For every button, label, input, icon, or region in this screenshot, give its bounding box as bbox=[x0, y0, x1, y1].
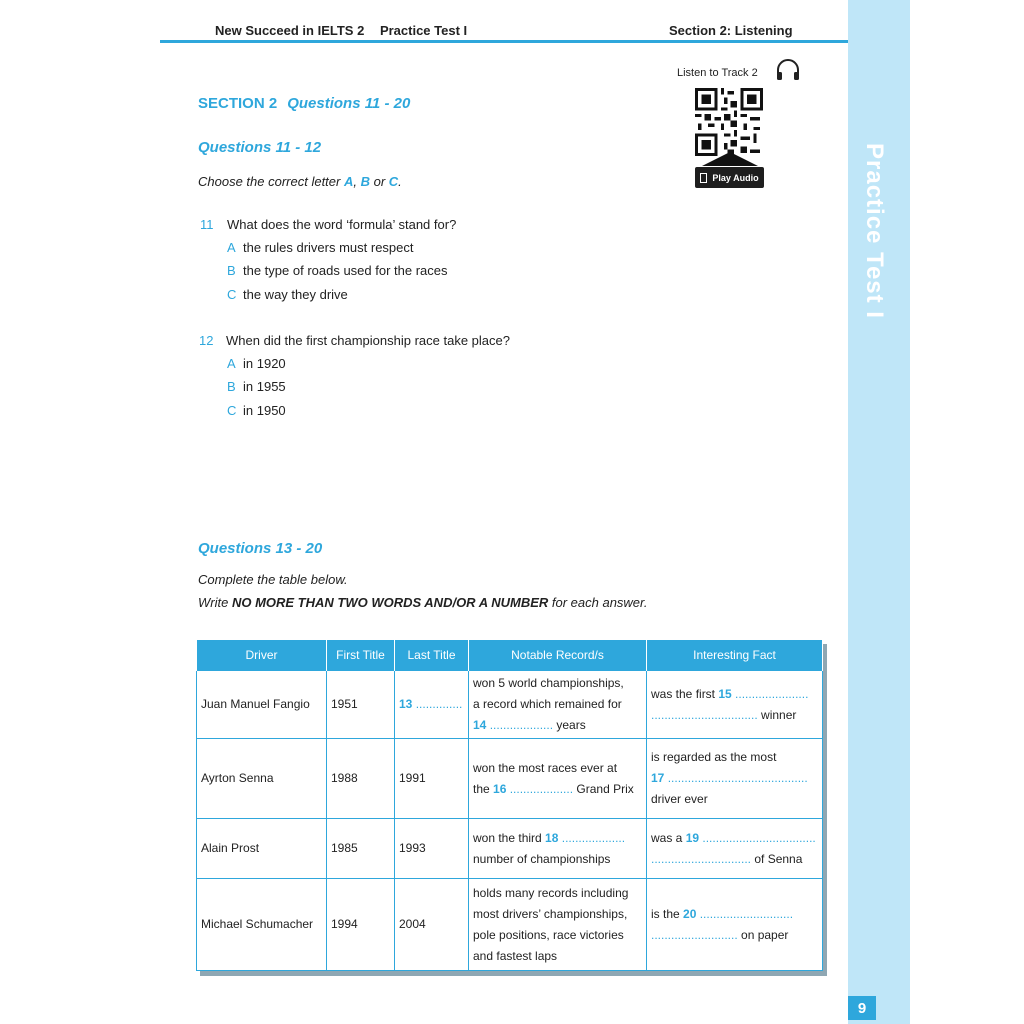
test-title: Practice Test I bbox=[379, 23, 468, 38]
fact-cell[interactable] bbox=[647, 879, 823, 971]
option-text: the rules drivers must respect bbox=[243, 240, 414, 255]
cell-text: the bbox=[473, 781, 494, 796]
phone-icon bbox=[700, 173, 707, 183]
answer-blank: ................... bbox=[486, 718, 554, 732]
instruction-bold: NO MORE THAN TWO WORDS AND/OR A NUMBER bbox=[231, 595, 549, 610]
record-cell bbox=[469, 879, 647, 971]
driver-cell: Alain Prost bbox=[197, 819, 327, 879]
letter-a: A bbox=[343, 174, 354, 189]
option-text: the type of roads used for the races bbox=[243, 263, 448, 278]
driver-cell: Ayrton Senna bbox=[197, 739, 327, 819]
cell-line bbox=[651, 925, 818, 946]
letter-c: C bbox=[388, 174, 399, 189]
option-letter: A bbox=[227, 356, 236, 371]
cell-line bbox=[473, 715, 642, 736]
answer-number: 20 bbox=[683, 906, 697, 921]
running-header bbox=[215, 23, 467, 38]
listen-label: Listen to Track 2 bbox=[677, 67, 758, 79]
cell-line bbox=[473, 779, 642, 800]
answer-number: 15 bbox=[718, 686, 732, 701]
option-letter: B bbox=[227, 263, 236, 278]
instruction-text: for each answer. bbox=[548, 595, 648, 610]
instruction-end: . bbox=[398, 174, 402, 189]
bottom-strip bbox=[876, 996, 910, 1020]
instruction-text: Choose the correct letter bbox=[198, 174, 344, 189]
section-title: Section 2: Listening bbox=[669, 23, 793, 38]
record-cell[interactable] bbox=[469, 671, 647, 739]
answer-number: 17 bbox=[651, 771, 665, 785]
letter-b: B bbox=[360, 174, 370, 189]
question-text: What does the word ‘formula’ stand for? bbox=[227, 217, 457, 232]
instruction-sep: , bbox=[353, 174, 361, 189]
cell-line bbox=[651, 904, 818, 925]
questions-13-20-heading: Questions 13 - 20 bbox=[198, 540, 323, 557]
first-title-cell: 1988 bbox=[327, 739, 395, 819]
cell-text: won the third bbox=[473, 830, 546, 845]
cell-line: driver ever bbox=[651, 792, 708, 806]
cell-text: winner bbox=[757, 707, 797, 722]
play-audio-button[interactable] bbox=[695, 167, 764, 188]
cell-text: of Senna bbox=[751, 851, 803, 866]
cell-text: years bbox=[553, 718, 586, 732]
play-audio-label: Play Audio bbox=[712, 172, 759, 183]
column-header: Last Title bbox=[395, 640, 469, 671]
column-header: Interesting Fact bbox=[647, 640, 823, 671]
cell-line bbox=[651, 768, 818, 789]
option-11-c[interactable] bbox=[227, 287, 348, 302]
option-letter: C bbox=[227, 287, 237, 302]
question-number: 11 bbox=[200, 217, 214, 232]
fact-cell[interactable] bbox=[647, 819, 823, 879]
question-12 bbox=[199, 333, 510, 348]
option-11-a[interactable] bbox=[227, 240, 414, 255]
answer-blank: ................... bbox=[506, 781, 574, 796]
cell-line: most drivers’ championships, bbox=[473, 906, 628, 921]
cell-line: number of championships bbox=[473, 851, 611, 866]
cell-line: holds many records including bbox=[473, 885, 629, 900]
book-title: New Succeed in IELTS 2 bbox=[215, 23, 365, 38]
option-letter: B bbox=[227, 379, 236, 394]
record-cell[interactable] bbox=[469, 739, 647, 819]
headphones-icon bbox=[775, 58, 801, 82]
qr-code-icon[interactable] bbox=[695, 88, 763, 156]
page-number: 9 bbox=[848, 996, 876, 1020]
cell-text: is the bbox=[651, 906, 684, 921]
instruction-sep: or bbox=[369, 174, 389, 189]
driver-cell: Juan Manuel Fangio bbox=[197, 671, 327, 739]
cell-line: and fastest laps bbox=[473, 948, 558, 963]
option-text: in 1955 bbox=[243, 379, 286, 394]
fact-cell[interactable] bbox=[647, 739, 823, 819]
answer-number: 18 bbox=[545, 830, 559, 845]
option-text: in 1950 bbox=[243, 403, 286, 418]
header-rule bbox=[160, 40, 848, 43]
cell-line: is regarded as the most bbox=[651, 750, 777, 764]
section-heading bbox=[198, 95, 410, 112]
question-11 bbox=[200, 217, 456, 232]
answer-blank: ................... bbox=[558, 830, 626, 845]
last-title-cell: 1991 bbox=[395, 739, 469, 819]
answer-blank: ...................... bbox=[731, 686, 809, 701]
answer-blank: ............................ bbox=[696, 906, 794, 921]
last-title-cell: 1993 bbox=[395, 819, 469, 879]
answer-blank: .............. bbox=[412, 697, 463, 711]
answer-blank: .................................. bbox=[699, 830, 816, 845]
last-title-cell[interactable] bbox=[395, 671, 469, 739]
cell-text: was the first bbox=[651, 686, 719, 701]
table-row bbox=[197, 739, 823, 819]
cell-line: won the most races ever at bbox=[473, 760, 618, 775]
cell-line bbox=[651, 849, 818, 870]
option-letter: C bbox=[227, 403, 237, 418]
instruction-text: Write bbox=[198, 595, 232, 610]
column-header: Notable Record/s bbox=[469, 640, 647, 671]
question-text: When did the first championship race take place? bbox=[226, 333, 510, 348]
option-12-b[interactable] bbox=[227, 379, 286, 394]
cell-line bbox=[473, 828, 642, 849]
record-cell[interactable] bbox=[469, 819, 647, 879]
fact-cell[interactable] bbox=[647, 671, 823, 739]
part2-instruction-2 bbox=[198, 595, 648, 610]
table-header-row bbox=[197, 640, 823, 671]
column-header: First Title bbox=[327, 640, 395, 671]
answer-blank: .......................................... bbox=[664, 771, 808, 785]
last-title-cell: 2004 bbox=[395, 879, 469, 971]
option-text: the way they drive bbox=[243, 287, 348, 302]
column-header: Driver bbox=[197, 640, 327, 671]
cell-line bbox=[651, 828, 818, 849]
answer-number: 13 bbox=[399, 697, 413, 711]
arrow-up-icon bbox=[702, 152, 758, 166]
first-title-cell: 1951 bbox=[327, 671, 395, 739]
cell-line: a record which remained for bbox=[473, 697, 622, 711]
answer-number: 14 bbox=[473, 718, 487, 732]
driver-cell: Michael Schumacher bbox=[197, 879, 327, 971]
part2-instruction-1: Complete the table below. bbox=[198, 572, 348, 587]
cell-line bbox=[651, 705, 818, 726]
questions-11-12-heading: Questions 11 - 12 bbox=[198, 139, 322, 156]
cell-text: was a bbox=[651, 830, 686, 845]
option-12-a[interactable] bbox=[227, 356, 286, 371]
part1-instruction bbox=[198, 174, 402, 189]
table-row bbox=[197, 671, 823, 739]
first-title-cell: 1985 bbox=[327, 819, 395, 879]
cell-text: Grand Prix bbox=[573, 781, 634, 796]
side-band-label: Practice Test I bbox=[861, 143, 888, 319]
answer-blank: ................................ bbox=[651, 707, 758, 722]
table-row bbox=[197, 879, 823, 971]
cell-line: pole positions, race victories bbox=[473, 927, 624, 942]
option-12-c[interactable] bbox=[227, 403, 286, 418]
cell-text: on paper bbox=[737, 927, 789, 942]
option-11-b[interactable] bbox=[227, 263, 448, 278]
answer-blank: .......................... bbox=[651, 927, 738, 942]
answer-number: 16 bbox=[493, 781, 507, 796]
first-title-cell: 1994 bbox=[327, 879, 395, 971]
answer-number: 19 bbox=[685, 830, 700, 845]
cell-line bbox=[651, 684, 818, 705]
option-letter: A bbox=[227, 240, 236, 255]
answer-blank: .............................. bbox=[651, 851, 752, 866]
question-number: 12 bbox=[199, 333, 214, 348]
section-label: SECTION 2 bbox=[198, 95, 278, 112]
cell-line: won 5 world championships, bbox=[473, 676, 624, 690]
table-row bbox=[197, 819, 823, 879]
option-text: in 1920 bbox=[243, 356, 286, 371]
drivers-table bbox=[196, 640, 823, 971]
section-range: Questions 11 - 20 bbox=[287, 95, 411, 112]
